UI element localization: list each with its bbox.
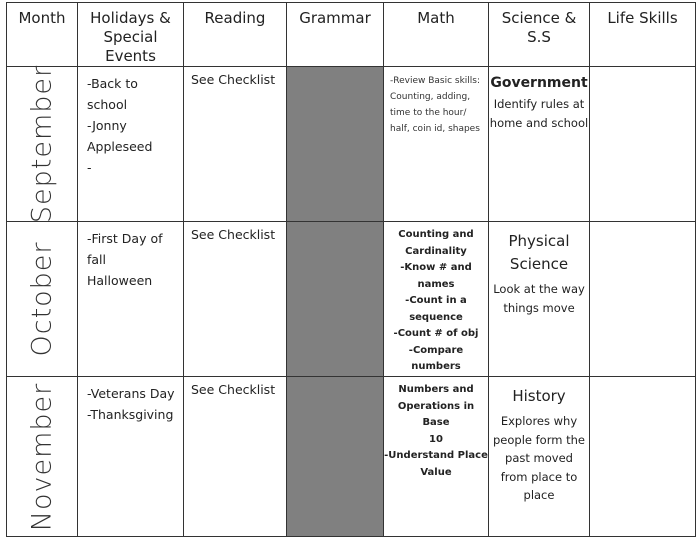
science-title: Government [490, 75, 588, 91]
reading-cell [184, 67, 287, 222]
science-title: Physical [508, 232, 570, 250]
holiday-item: Halloween [87, 273, 153, 288]
science-desc-line: Explores why [500, 414, 578, 428]
math-line: -Review Basic skills: [390, 76, 481, 86]
math-line: -Understand Place [384, 450, 488, 461]
table-row-october [7, 222, 696, 377]
holiday-item: -Jonny [87, 118, 127, 133]
header-science-line1: Science & [501, 9, 577, 27]
grammar-cell [287, 377, 384, 537]
science-desc-line: place [523, 488, 555, 502]
math-line: Cardinality [405, 245, 467, 257]
holiday-item: Appleseed [87, 139, 153, 154]
life-skills-cell [590, 222, 696, 377]
math-line: -Count # of obj [393, 328, 479, 339]
holiday-item: -Veterans Day [87, 386, 175, 401]
month-cell [7, 64, 78, 224]
science-title: History [512, 387, 566, 405]
life-skills-cell [590, 67, 696, 222]
science-desc-line: Identify rules at [493, 97, 585, 111]
header-grammar-label: Grammar [299, 9, 371, 27]
header-row [7, 3, 696, 67]
holidays-cell [78, 377, 184, 537]
science-cell [489, 67, 590, 222]
math-line: half, coin id, shapes [390, 124, 480, 134]
holiday-item: -Back to school [87, 76, 138, 112]
header-month-label: Month [18, 9, 66, 27]
holiday-item: -Thanksgiving [87, 407, 174, 422]
header-reading-label: Reading [204, 9, 266, 27]
month-cell [7, 222, 78, 377]
science-cell [489, 377, 590, 537]
math-line: -Compare numbers [408, 344, 464, 372]
science-desc-line: people form the [493, 432, 585, 447]
header-math [384, 3, 489, 67]
holiday-item: fall [87, 252, 107, 267]
month-label: November [26, 382, 58, 531]
header-month [7, 3, 78, 67]
header-life-skills [590, 3, 696, 67]
holidays-cell [78, 222, 184, 377]
holiday-item: -First Day of [87, 231, 163, 246]
science-desc-line: Look at the way [493, 282, 585, 296]
header-holidays [78, 3, 184, 67]
reading-text: See Checklist [191, 72, 276, 87]
table-row-november [7, 377, 696, 537]
science-desc-line: home and school [489, 115, 589, 130]
science-desc-line: past moved [505, 451, 573, 465]
header-reading [184, 3, 287, 67]
math-line: Counting and [398, 229, 474, 240]
header-science [489, 3, 590, 67]
header-grammar [287, 3, 384, 67]
math-line: 10 [429, 433, 443, 445]
holidays-cell [78, 67, 184, 222]
reading-cell [184, 222, 287, 377]
science-title: Science [509, 255, 569, 273]
math-line: sequence [409, 311, 463, 323]
holiday-item: - [87, 160, 92, 175]
header-math-label: Math [417, 9, 455, 27]
reading-cell [184, 377, 287, 537]
month-cell [7, 377, 78, 537]
math-line: -Count in a [405, 295, 467, 306]
math-line: Value [420, 466, 452, 478]
math-line: -Know # and [400, 262, 472, 273]
grammar-cell [287, 67, 384, 222]
reading-text: See Checklist [191, 382, 276, 397]
math-line: Operations in Base [397, 400, 475, 428]
curriculum-table [6, 2, 696, 537]
month-label: September [26, 64, 58, 224]
header-science-line2: S.S [527, 28, 551, 46]
math-cell [384, 222, 489, 377]
header-life-skills-label: Life Skills [607, 9, 678, 27]
math-line: Numbers and [398, 384, 474, 395]
math-line: Counting, adding, [390, 92, 471, 102]
math-line: time to the hour/ [390, 108, 467, 118]
reading-text: See Checklist [191, 227, 276, 242]
math-cell [384, 377, 489, 537]
header-holidays-line2: Special Events [103, 28, 158, 65]
grammar-cell [287, 222, 384, 377]
header-holidays-line1: Holidays & [90, 9, 171, 27]
math-line: names [417, 278, 455, 290]
science-desc-line: things move [503, 300, 575, 315]
month-label: October [26, 241, 58, 357]
science-cell [489, 222, 590, 377]
math-cell [384, 67, 489, 222]
science-desc-line: from place to [500, 469, 578, 484]
table-row-september [7, 67, 696, 222]
life-skills-cell [590, 377, 696, 537]
